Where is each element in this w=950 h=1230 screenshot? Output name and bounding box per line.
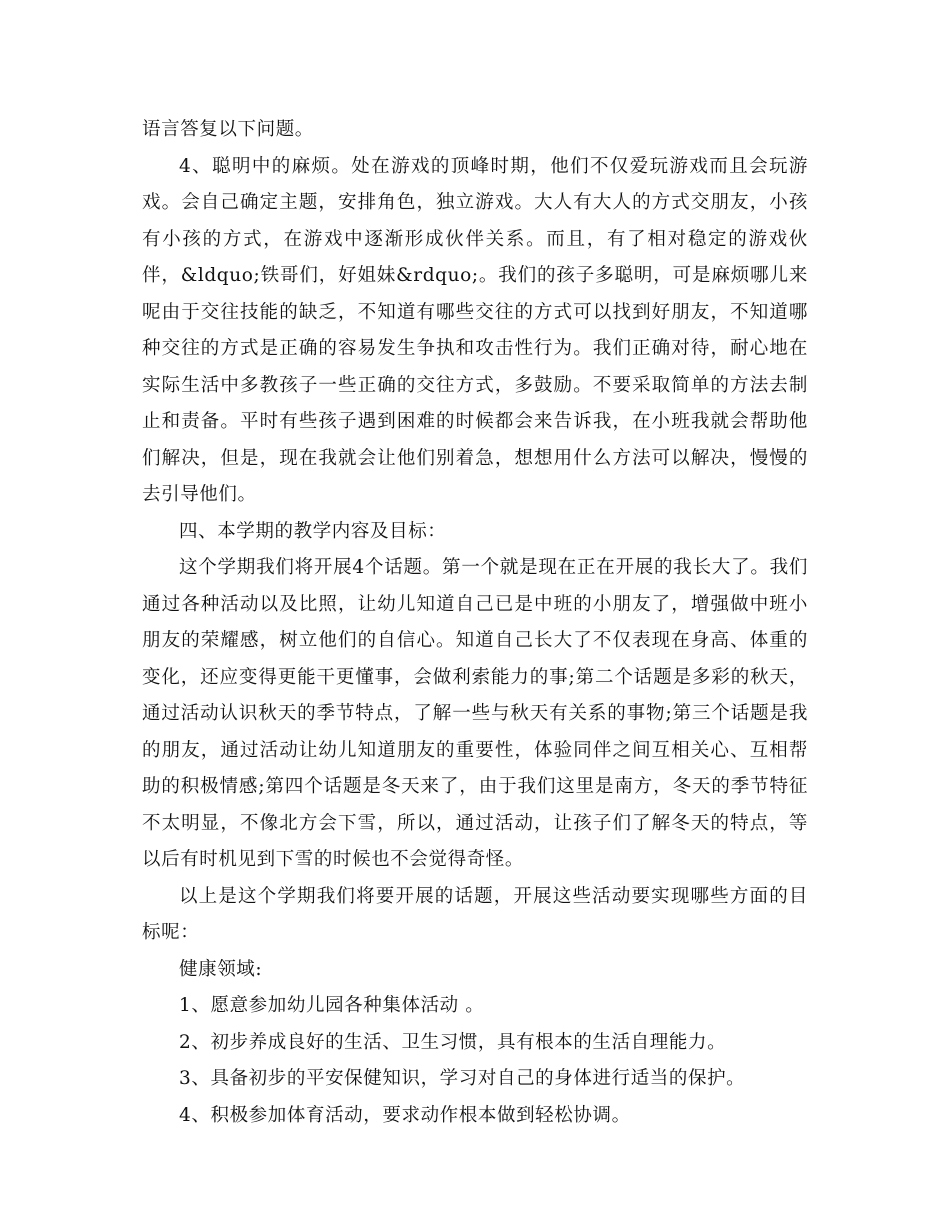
section-heading-teaching-content: 四、本学期的教学内容及目标：: [179, 520, 447, 542]
list-item-health-4: 4、积极参加体育活动，要求动作根本做到轻松协调。: [179, 1104, 631, 1126]
paragraph-goals-intro: 以上是这个学期我们将要开展的话题，开展这些活动要实现哪些方面的目标呢：: [142, 885, 808, 943]
paragraph-intro-continuation: 语言答复以下问题。: [142, 119, 314, 140]
list-item-health-1: 1、愿意参加幼儿园各种集体活动 。: [179, 995, 485, 1016]
list-item-health-2: 2、初步养成良好的生活、卫生习惯，具有根本的生活自理能力。: [179, 1031, 727, 1053]
heading-health-domain: 健康领域:: [179, 958, 263, 980]
list-item-health-3: 3、具备初步的平安保健知识，学习对自己的身体进行适当的保护。: [179, 1068, 746, 1089]
paragraph-semester-topics: 这个学期我们将开展4个话题。第一个就是现在正在开展的我长大了。我们通过各种活动以及比照，让幼儿知道自己已是中班的小朋友了，增强做中班小朋友的荣耀感，树立他们的自信心。知道自己长大了不仅表现在身高、体重的变化，还应变得更能干更懂事，会做利索能力的事;第二个话题是多彩的秋天，通过活动认识秋天的季节特点，了解一些与秋天有关系的事物;第三个话题是我的朋友，通过活动让幼儿知道朋友的重要性，体验同伴之间互相关心、互相帮助的积极情感;第四个话题是冬天来了，由于我们这里是南方，冬天的季节特征不太明显，不像北方会下雪，所以，通过活动，让孩子们了解冬天的特点，等以后有时机见到下雪的时候也不会觉得奇怪。: [142, 557, 808, 870]
paragraph-clever-troubles: 4、聪明中的麻烦。处在游戏的顶峰时期，他们不仅爱玩游戏而且会玩游戏。会自己确定主题，安排角色，独立游戏。大人有大人的方式交朋友，小孩有小孩的方式，在游戏中逐渐形成伙伴关系。而且，有了相对稳定的游戏伙伴，&ldquo;铁哥们，好姐妹&rdquo;。我们的孩子多聪明，可是麻烦哪儿来呢由于交往技能的缺乏，不知道有哪些交往的方式可以找到好朋友，不知道哪种交往的方式是正确的容易发生争执和攻击性行为。我们正确对待，耐心地在实际生活中多教孩子一些正确的交往方式，多鼓励。不要采取简单的方法去制止和责备。平时有些孩子遇到困难的时候都会来告诉我，在小班我就会帮助他们解决，但是，现在我就会让他们别着急，想想用什么方法可以解决，慢慢的去引导他们。: [142, 155, 808, 505]
